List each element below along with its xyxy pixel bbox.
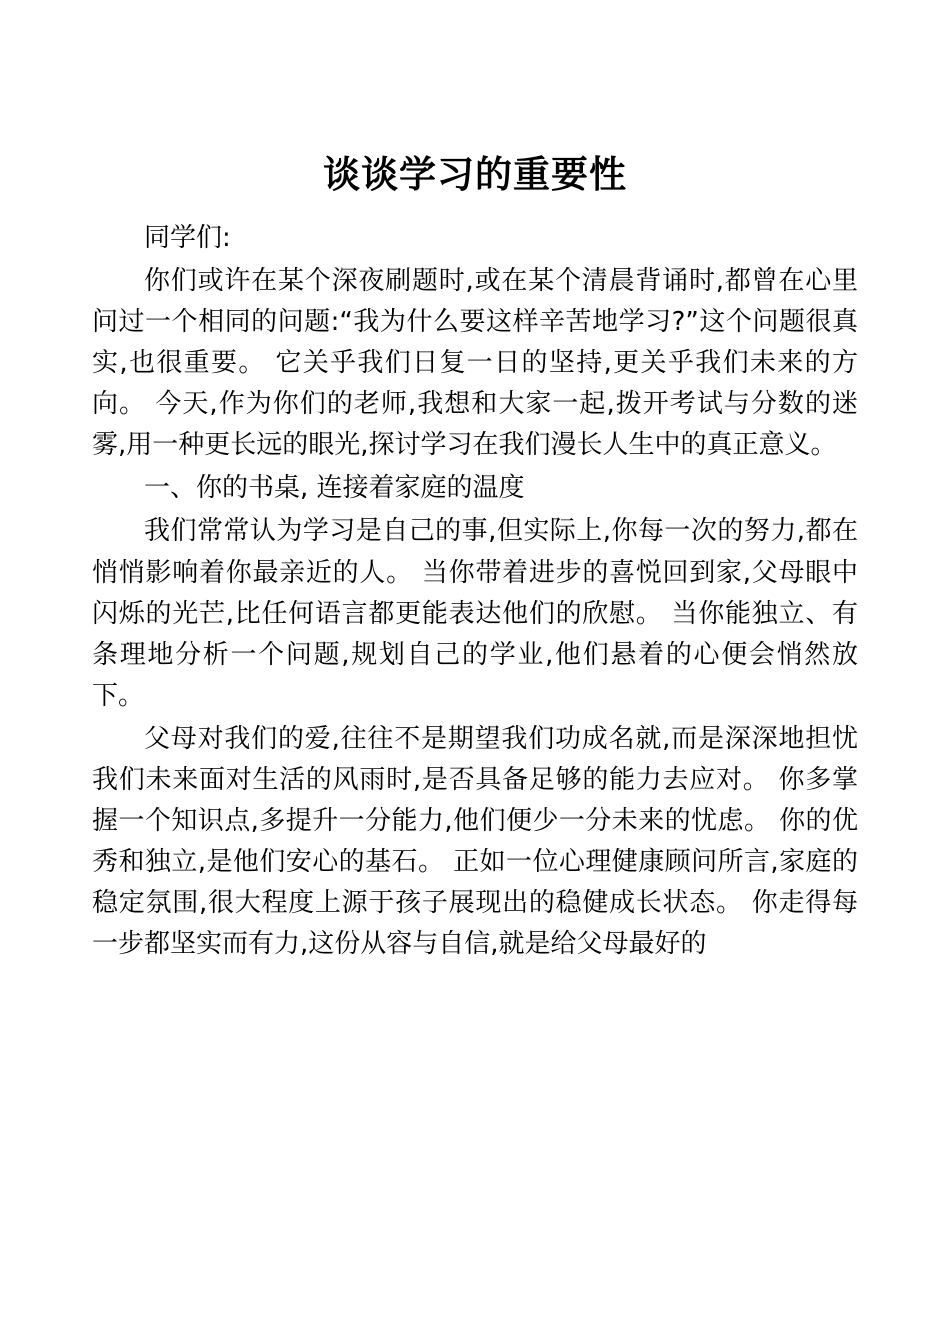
page-title: 谈谈学习的重要性 xyxy=(323,153,627,196)
section-one-paragraph-one: 我们常常认为学习是自己的事,但实际上,你每一次的努力,都在悄悄影响着你最亲近的人。 当你带着进步的喜悦回到家,父母眼中闪烁的光芒,比任何语言都更能表达他们的欣慰。 当你能独立、有条理地分析一个问题,规划自己的学业,他们悬着的心便会悄然放下。 xyxy=(92,516,858,711)
section-heading-one: 一、你的书桌, 连接着家庭的温度 xyxy=(144,473,525,504)
intro-paragraph: 你们或许在某个深夜刷题时,或在某个清晨背诵时,都曾在心里问过一个相同的问题:“我为什么要这样辛苦地学习?”这个问题很真实,也很重要。 它关乎我们日复一日的坚持,更关乎我们未来的方向。 今天,作为你们的老师,我想和大家一起,拨开考试与分数的迷雾,用一种更长远的眼光,探讨学习在我们漫长人生中的真正意义。 xyxy=(92,266,858,461)
section-one-paragraph-two: 父母对我们的爱,往往不是期望我们功成名就,而是深深地担忧我们未来面对生活的风雨时,是否具备足够的能力去应对。 你多掌握一个知识点,多提升一分能力,他们便少一分未来的忧虑。 你的优秀和独立,是他们安心的基石。 正如一位心理健康顾问所言,家庭的稳定氛围,很大程度上源于孩子展现出的稳健成长状态。 你走得每一步都坚实而有力,这份从容与自信,就是给父母最好的 xyxy=(92,723,858,960)
salutation: 同学们: xyxy=(144,222,231,253)
